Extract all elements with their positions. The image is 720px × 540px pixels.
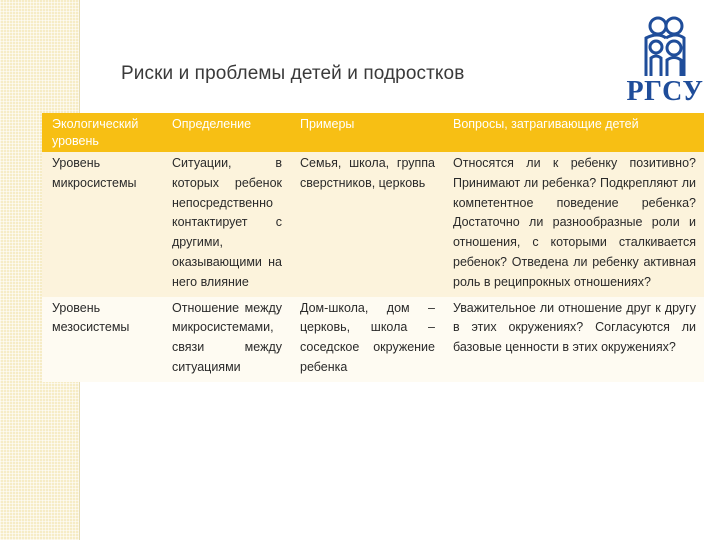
table-row bbox=[42, 152, 704, 297]
cell-questions: Уважительное ли отношение друг к другу в этих окружениях? Согласуются ли базовые ценности в этих окружениях? bbox=[443, 297, 704, 382]
cell-questions: Относятся ли к ребенку позитивно? Принимают ли ребенка? Подкрепляют ли компетентное поведение ребенка? Достаточно ли разнообразные роли и отношения, с которыми сталкивается ребенок? Отведена ли ребенку активная роль в реципрокных отношениях? bbox=[443, 152, 704, 297]
logo-text: РГСУ bbox=[626, 76, 704, 107]
cell-level: Уровень микросистемы bbox=[42, 152, 162, 297]
family-figures-icon bbox=[620, 14, 710, 76]
header-level: Экологический уровень bbox=[42, 113, 162, 152]
risk-table bbox=[42, 113, 704, 382]
cell-definition: Ситуации, в которых ребенок непосредственно контактирует с другими, оказывающими на него влияние bbox=[162, 152, 290, 297]
slide-title: Риски и проблемы детей и подростков bbox=[121, 63, 465, 84]
cell-level: Уровень мезосистемы bbox=[42, 297, 162, 382]
table-row bbox=[42, 297, 704, 382]
table-header-row bbox=[42, 113, 704, 152]
cell-examples: Семья, школа, группа сверстников, церковь bbox=[290, 152, 443, 297]
university-logo bbox=[620, 14, 710, 109]
cell-definition: Отношение между микросистемами, связи между ситуациями bbox=[162, 297, 290, 382]
header-definition: Определение bbox=[162, 113, 290, 152]
header-questions: Вопросы, затрагивающие детей bbox=[443, 113, 704, 152]
cell-examples: Дом-школа, дом – церковь, школа – соседское окружение ребенка bbox=[290, 297, 443, 382]
header-examples: Примеры bbox=[290, 113, 443, 152]
